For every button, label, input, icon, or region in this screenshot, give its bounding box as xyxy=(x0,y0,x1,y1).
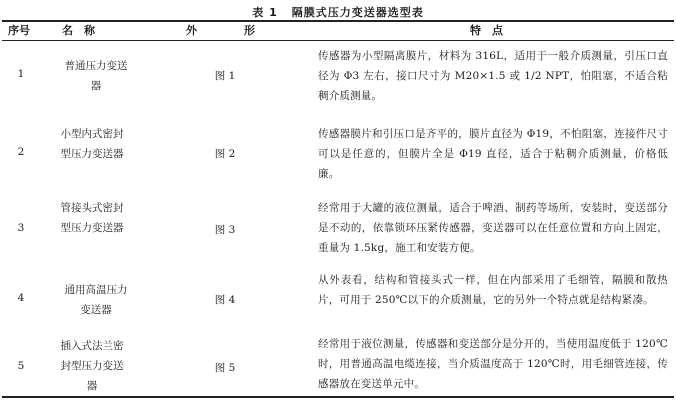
row-number: 1 xyxy=(17,68,25,80)
row-features: 传感器为小型隔离膜片，材料为 316L，适用于一般介质测量，引压口直径为 Φ3 左右，接口尺寸为 M20×1.5 或 1/2 NPT，怕阻塞，不适合粘稠介质测量。 xyxy=(318,50,668,102)
row-name: 普通压力变送器 xyxy=(64,60,128,92)
row-name: 插入式法兰密封型压力变送器 xyxy=(60,340,124,392)
header-no: 序号 xyxy=(8,24,30,37)
row-figure: 图 3 xyxy=(214,224,236,236)
row-name: 管接头式密封型压力变送器 xyxy=(60,202,124,234)
table-row xyxy=(0,268,676,332)
row-figure: 图 4 xyxy=(214,294,236,306)
table-row xyxy=(0,334,676,396)
row-number: 2 xyxy=(17,146,25,158)
header-name: 名 称 xyxy=(62,24,95,37)
row-figure: 图 5 xyxy=(214,362,236,374)
row-name: 通用高温压力变送器 xyxy=(64,284,128,316)
header-features: 特 点 xyxy=(470,24,503,37)
table-top-rule xyxy=(2,20,674,22)
row-number: 3 xyxy=(17,222,25,234)
table-caption-title: 隔膜式压力变送器选型表 xyxy=(291,6,424,19)
table-row xyxy=(0,44,676,110)
table-caption xyxy=(0,4,676,20)
row-features: 从外表看，结构和管接头式一样，但在内部采用了毛细管，隔膜和散热片，可用于 250℃以下的介质测量，它的另外一个特点就是结构紧凑。 xyxy=(318,274,668,306)
row-features: 传感器膜片和引压口是齐平的，膜片直径为 Φ19，不怕阻塞，连接件尺寸可以是任意的，但膜片全是 Φ19 直径，适合于粘稠介质测量，价格低廉。 xyxy=(318,128,668,180)
row-number: 4 xyxy=(17,292,25,304)
row-figure: 图 2 xyxy=(214,148,236,160)
row-features: 经常用于液位测量，传感器和变送部分是分开的，当使用温度低于 120℃时，用普通高温电缆连接，当介质温度高于 120℃时，用毛细管连接，传感器放在变送单元中。 xyxy=(318,338,668,390)
row-features: 经常用于大罐的液位测量，适合于啤酒、制药等场所，安装时，变送部分是不动的，依靠锁环压紧传感器，变送器可以在任意位置和方向上固定，重量为 1.5kg，施工和安装方便。 xyxy=(318,202,668,254)
table-bottom-rule xyxy=(2,396,674,398)
table-row xyxy=(0,122,676,188)
header-shape-2: 形 xyxy=(244,24,255,37)
table-caption-number: 表 1 xyxy=(252,6,278,19)
row-figure: 图 1 xyxy=(214,70,236,82)
row-number: 5 xyxy=(17,360,25,372)
table-header-rule xyxy=(2,40,674,41)
row-name: 小型内式密封型压力变送器 xyxy=(60,128,124,160)
table-row xyxy=(0,196,676,262)
header-shape-1: 外 xyxy=(186,24,197,37)
